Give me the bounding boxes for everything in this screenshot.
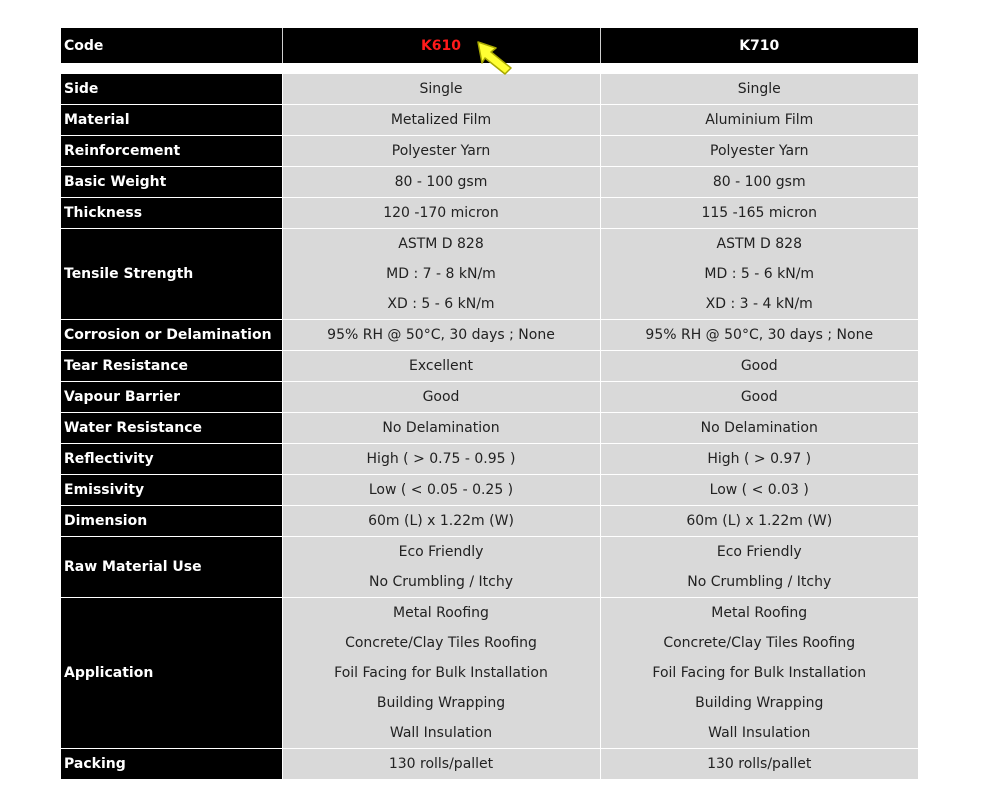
spec-row [61,136,918,167]
value-cell-k710 [600,475,918,506]
value-line: 80 - 100 gsm [712,174,806,190]
spec-row [61,198,918,229]
value-line: Metalized Film [390,112,492,128]
value-line: Foil Facing for Bulk Installation [334,665,548,681]
value-line: Low ( < 0.05 - 0.25 ) [368,482,514,498]
value-cell-k610 [282,136,600,167]
spec-row [61,167,918,198]
value-line: Excellent [409,358,473,374]
value-line: Polyester Yarn [391,143,491,159]
value-line: Eco Friendly [716,544,802,560]
row-label: Packing [61,749,282,780]
value-line: Good [740,389,778,405]
spec-row [61,382,918,413]
value-line: MD : 7 - 8 kN/m [386,266,496,282]
value-cell-k610 [282,475,600,506]
value-line: Foil Facing for Bulk Installation [652,665,867,681]
value-line: Concrete/Clay Tiles Roofing [663,635,856,651]
value-line: Metal Roofing [393,605,489,621]
value-cell-k610 [282,167,600,198]
value-line: 115 -165 micron [701,205,817,221]
row-label: Corrosion or Delamination [61,320,282,351]
value-line: MD : 5 - 6 kN/m [704,266,815,282]
value-line: Building Wrapping [695,695,824,711]
spec-row [61,229,918,320]
spec-row [61,74,918,105]
value-cell-k710 [600,167,918,198]
value-line: Single [419,81,463,97]
value-cell-k710 [600,506,918,537]
value-cell-k610 [282,413,600,444]
spec-row [61,351,918,382]
spec-row [61,749,918,780]
value-cell-k610 [282,444,600,475]
value-line: 130 rolls/pallet [707,756,812,772]
value-line: Good [740,358,778,374]
value-line: Low ( < 0.03 ) [709,482,809,498]
value-line: Single [737,81,781,97]
row-label: Application [61,598,282,749]
value-line: Eco Friendly [398,544,484,560]
row-label: Tensile Strength [61,229,282,320]
row-label: Material [61,105,282,136]
spec-row [61,105,918,136]
value-cell-k710 [600,136,918,167]
value-line: No Delamination [700,420,818,436]
code-label: Code [61,28,282,63]
value-cell-k610 [282,598,600,749]
value-line: High ( > 0.97 ) [707,451,812,467]
spec-row [61,444,918,475]
yellow-arrow-icon [474,38,516,78]
value-line: No Crumbling / Itchy [687,574,832,590]
value-line: XD : 3 - 4 kN/m [705,296,813,312]
row-label: Side [61,74,282,105]
value-cell-k710 [600,444,918,475]
value-cell-k710 [600,105,918,136]
value-cell-k710 [600,320,918,351]
spec-row [61,475,918,506]
value-cell-k610 [282,506,600,537]
value-line: No Delamination [382,420,500,436]
value-line: 60m (L) x 1.22m (W) [686,513,833,529]
product-k710: K710 [600,28,918,63]
spec-row [61,413,918,444]
value-cell-k710 [600,598,918,749]
value-cell-k710 [600,229,918,320]
row-label: Vapour Barrier [61,382,282,413]
row-label: Water Resistance [61,413,282,444]
value-line: 120 -170 micron [383,205,499,221]
value-line: No Crumbling / Itchy [368,574,514,590]
value-cell-k710 [600,382,918,413]
row-label: Tear Resistance [61,351,282,382]
spec-row [61,320,918,351]
value-cell-k710 [600,74,918,105]
value-cell-k710 [600,537,918,598]
row-label: Reinforcement [61,136,282,167]
value-line: Metal Roofing [711,605,808,621]
value-cell-k610 [282,198,600,229]
value-cell-k610 [282,351,600,382]
value-line: High ( > 0.75 - 0.95 ) [366,451,516,467]
spec-table [61,28,918,780]
value-cell-k710 [600,413,918,444]
value-line: 80 - 100 gsm [394,174,488,190]
spec-row [61,598,918,749]
row-label: Reflectivity [61,444,282,475]
value-line: Wall Insulation [389,725,493,741]
row-label: Dimension [61,506,282,537]
row-label: Raw Material Use [61,537,282,598]
value-line: ASTM D 828 [398,236,484,252]
value-line: Aluminium Film [705,112,814,128]
value-cell-k610 [282,105,600,136]
value-line: XD : 5 - 6 kN/m [387,296,495,312]
value-cell-k610 [282,749,600,780]
value-cell-k610 [282,320,600,351]
row-label: Emissivity [61,475,282,506]
value-line: Building Wrapping [376,695,506,711]
value-line: 95% RH @ 50°C, 30 days ; None [327,327,555,343]
value-cell-k710 [600,749,918,780]
product-k610: K610 [282,28,600,63]
row-label: Thickness [61,198,282,229]
value-line: 95% RH @ 50°C, 30 days ; None [645,327,874,343]
row-label: Basic Weight [61,167,282,198]
value-line: Wall Insulation [708,725,811,741]
value-cell-k710 [600,198,918,229]
value-line: Good [422,389,460,405]
spec-row [61,537,918,598]
value-line: 60m (L) x 1.22m (W) [368,513,514,529]
value-cell-k610 [282,74,600,105]
value-line: 130 rolls/pallet [388,756,494,772]
value-cell-k610 [282,537,600,598]
spec-row [61,506,918,537]
value-cell-k610 [282,382,600,413]
value-cell-k710 [600,351,918,382]
value-line: Concrete/Clay Tiles Roofing [345,635,537,651]
value-line: Polyester Yarn [710,143,809,159]
value-line: ASTM D 828 [716,236,802,252]
value-cell-k610 [282,229,600,320]
